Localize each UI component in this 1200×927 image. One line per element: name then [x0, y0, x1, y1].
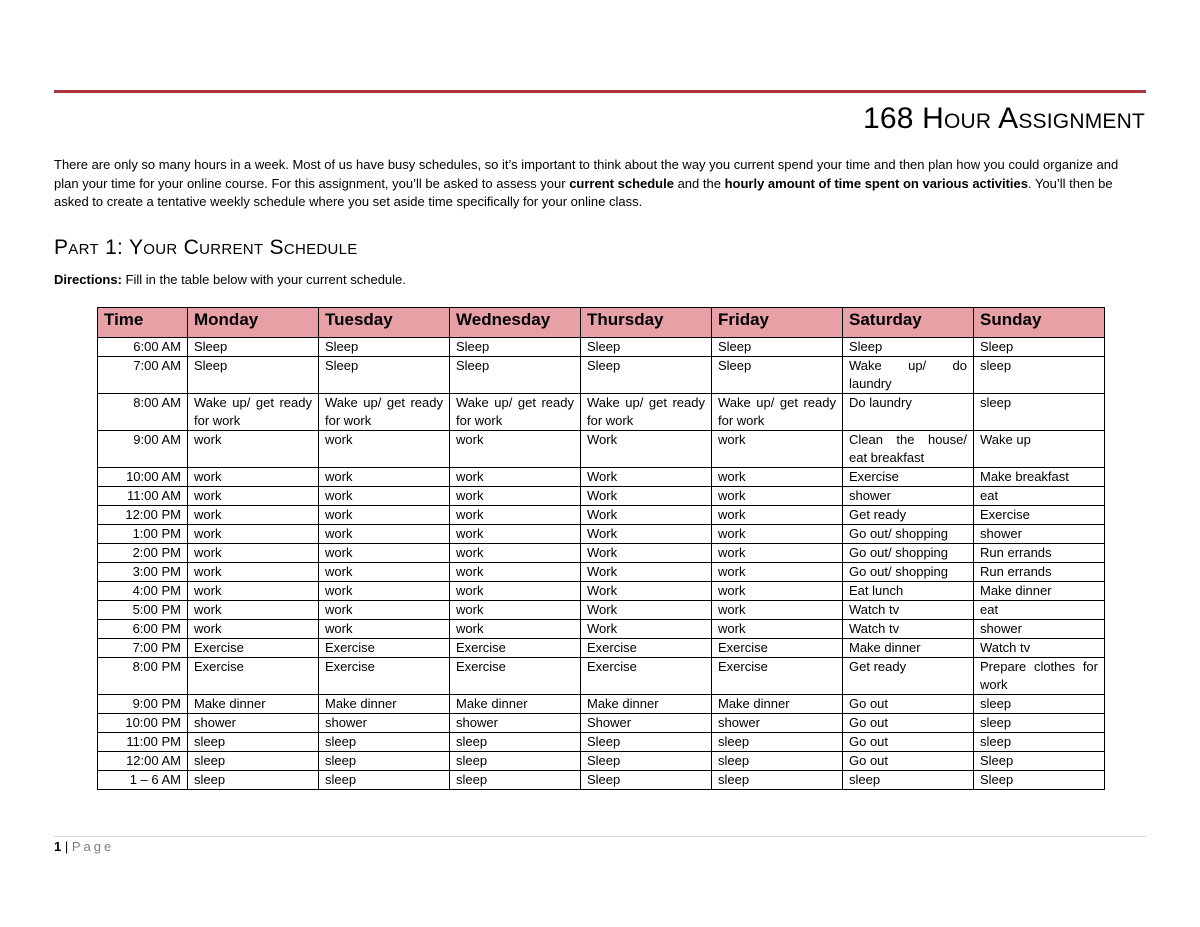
table-row — [98, 771, 1105, 790]
time-cell: 9:00 AM — [98, 431, 188, 468]
time-cell: 12:00 AM — [98, 752, 188, 771]
activity-cell: Sleep — [712, 357, 843, 394]
table-row — [98, 752, 1105, 771]
table-row — [98, 563, 1105, 582]
activity-cell: work — [319, 544, 450, 563]
activity-cell: sleep — [319, 733, 450, 752]
table-row — [98, 394, 1105, 431]
activity-cell: Make breakfast — [974, 468, 1105, 487]
activity-cell: Wake up/ get ready for work — [319, 394, 450, 431]
activity-cell: Exercise — [450, 639, 581, 658]
time-cell: 6:00 PM — [98, 620, 188, 639]
activity-cell: Prepare clothes for work — [974, 658, 1105, 695]
table-row — [98, 639, 1105, 658]
activity-cell: Go out/ shopping — [843, 525, 974, 544]
activity-cell: Sleep — [188, 338, 319, 357]
column-header-thursday: Thursday — [581, 308, 712, 338]
activity-cell: Exercise — [188, 658, 319, 695]
table-row — [98, 431, 1105, 468]
activity-cell: Work — [581, 563, 712, 582]
table-row — [98, 695, 1105, 714]
activity-cell: Exercise — [188, 639, 319, 658]
activity-cell: Work — [581, 468, 712, 487]
column-header-saturday: Saturday — [843, 308, 974, 338]
table-row — [98, 544, 1105, 563]
activity-cell: Exercise — [581, 658, 712, 695]
top-accent-rule — [54, 90, 1146, 93]
time-cell: 1:00 PM — [98, 525, 188, 544]
activity-cell: Wake up/ get ready for work — [581, 394, 712, 431]
activity-cell: eat — [974, 487, 1105, 506]
intro-text-2: and the — [673, 175, 725, 191]
table-row — [98, 714, 1105, 733]
activity-cell: Sleep — [450, 338, 581, 357]
intro-paragraph — [54, 156, 1134, 212]
activity-cell: work — [712, 468, 843, 487]
activity-cell: Sleep — [974, 771, 1105, 790]
activity-cell: work — [188, 525, 319, 544]
activity-cell: Make dinner — [581, 695, 712, 714]
activity-cell: Sleep — [188, 357, 319, 394]
activity-cell: Sleep — [581, 338, 712, 357]
activity-cell: Run errands — [974, 544, 1105, 563]
activity-cell: sleep — [974, 695, 1105, 714]
activity-cell: Go out — [843, 733, 974, 752]
activity-cell: Make dinner — [450, 695, 581, 714]
activity-cell: Sleep — [450, 357, 581, 394]
page-number: 1 — [54, 839, 62, 854]
table-row — [98, 506, 1105, 525]
time-cell: 10:00 AM — [98, 468, 188, 487]
activity-cell: work — [188, 563, 319, 582]
activity-cell: sleep — [188, 771, 319, 790]
table-row — [98, 525, 1105, 544]
activity-cell: work — [450, 620, 581, 639]
activity-cell: Work — [581, 431, 712, 468]
activity-cell: Exercise — [974, 506, 1105, 525]
table-row — [98, 582, 1105, 601]
time-cell: 6:00 AM — [98, 338, 188, 357]
table-header-row — [98, 308, 1105, 338]
schedule-table — [97, 307, 1105, 790]
activity-cell: Exercise — [450, 658, 581, 695]
activity-cell: Sleep — [712, 338, 843, 357]
activity-cell: sleep — [974, 714, 1105, 733]
activity-cell: Exercise — [712, 658, 843, 695]
activity-cell: work — [712, 620, 843, 639]
activity-cell: sleep — [188, 752, 319, 771]
time-cell: 2:00 PM — [98, 544, 188, 563]
time-cell: 7:00 AM — [98, 357, 188, 394]
activity-cell: work — [188, 487, 319, 506]
time-cell: 9:00 PM — [98, 695, 188, 714]
activity-cell: work — [188, 620, 319, 639]
intro-text-1: There are only so many hours in a week. Most of us have busy schedules, so it’s important to think about the way you current spend your time and then plan how you could organize and plan your time for your online course. For this assignment, you’ll be asked to assess your — [54, 157, 1119, 191]
activity-cell: Get ready — [843, 506, 974, 525]
activity-cell: Sleep — [974, 752, 1105, 771]
column-header-sunday: Sunday — [974, 308, 1105, 338]
activity-cell: work — [188, 544, 319, 563]
activity-cell: Wake up/ do laundry — [843, 357, 974, 394]
activity-cell: Wake up/ get ready for work — [450, 394, 581, 431]
activity-cell: work — [712, 544, 843, 563]
activity-cell: shower — [188, 714, 319, 733]
activity-cell: work — [188, 601, 319, 620]
activity-cell: Sleep — [843, 338, 974, 357]
activity-cell: Do laundry — [843, 394, 974, 431]
table-row — [98, 658, 1105, 695]
activity-cell: work — [319, 620, 450, 639]
page-footer — [54, 839, 114, 854]
activity-cell: shower — [843, 487, 974, 506]
activity-cell: Wake up/ get ready for work — [188, 394, 319, 431]
activity-cell: Sleep — [581, 733, 712, 752]
activity-cell: work — [712, 487, 843, 506]
activity-cell: sleep — [974, 357, 1105, 394]
activity-cell: work — [319, 487, 450, 506]
activity-cell: Watch tv — [843, 620, 974, 639]
activity-cell: sleep — [712, 771, 843, 790]
activity-cell: Work — [581, 506, 712, 525]
directions-text: Fill in the table below with your current schedule. — [121, 272, 406, 287]
activity-cell: work — [712, 525, 843, 544]
activity-cell: Sleep — [319, 338, 450, 357]
activity-cell: work — [319, 431, 450, 468]
document-title: 168 Hour Assignment — [862, 102, 1145, 135]
activity-cell: Go out/ shopping — [843, 544, 974, 563]
activity-cell: Wake up — [974, 431, 1105, 468]
activity-cell: work — [319, 468, 450, 487]
activity-cell: Watch tv — [974, 639, 1105, 658]
activity-cell: Exercise — [843, 468, 974, 487]
time-cell: 11:00 PM — [98, 733, 188, 752]
activity-cell: sleep — [188, 733, 319, 752]
time-cell: 3:00 PM — [98, 563, 188, 582]
activity-cell: Eat lunch — [843, 582, 974, 601]
activity-cell: work — [450, 468, 581, 487]
activity-cell: Exercise — [581, 639, 712, 658]
activity-cell: Exercise — [319, 639, 450, 658]
activity-cell: work — [188, 582, 319, 601]
intro-bold-hourly-amount: hourly amount of time spent on various activities — [724, 175, 1028, 191]
table-row — [98, 357, 1105, 394]
table-row — [98, 338, 1105, 357]
activity-cell: work — [319, 582, 450, 601]
activity-cell: work — [188, 468, 319, 487]
time-cell: 10:00 PM — [98, 714, 188, 733]
footer-separator: | — [61, 839, 72, 854]
activity-cell: work — [712, 431, 843, 468]
activity-cell: work — [319, 525, 450, 544]
time-cell: 7:00 PM — [98, 639, 188, 658]
page-label: Page — [71, 839, 115, 854]
activity-cell: sleep — [974, 394, 1105, 431]
activity-cell: work — [319, 506, 450, 525]
activity-cell: Get ready — [843, 658, 974, 695]
time-cell: 8:00 AM — [98, 394, 188, 431]
activity-cell: sleep — [712, 733, 843, 752]
activity-cell: Make dinner — [319, 695, 450, 714]
activity-cell: sleep — [450, 733, 581, 752]
activity-cell: Go out — [843, 695, 974, 714]
time-cell: 5:00 PM — [98, 601, 188, 620]
activity-cell: work — [712, 506, 843, 525]
activity-cell: Sleep — [319, 357, 450, 394]
activity-cell: Make dinner — [843, 639, 974, 658]
column-header-tuesday: Tuesday — [319, 308, 450, 338]
intro-bold-current-schedule: current schedule — [569, 175, 674, 191]
intro-text-3: . You’ll then be asked to create a tentative weekly schedule where you set aside time specifically for your online class. — [54, 175, 1113, 209]
table-row — [98, 468, 1105, 487]
time-cell: 4:00 PM — [98, 582, 188, 601]
table-row — [98, 601, 1105, 620]
activity-cell: Sleep — [581, 771, 712, 790]
activity-cell: work — [188, 431, 319, 468]
activity-cell: Work — [581, 620, 712, 639]
activity-cell: work — [450, 506, 581, 525]
activity-cell: work — [712, 601, 843, 620]
activity-cell: Exercise — [712, 639, 843, 658]
activity-cell: eat — [974, 601, 1105, 620]
activity-cell: sleep — [712, 752, 843, 771]
activity-cell: Watch tv — [843, 601, 974, 620]
table-row — [98, 487, 1105, 506]
activity-cell: shower — [974, 525, 1105, 544]
time-cell: 8:00 PM — [98, 658, 188, 695]
activity-cell: shower — [450, 714, 581, 733]
activity-cell: work — [319, 563, 450, 582]
activity-cell: Sleep — [581, 752, 712, 771]
activity-cell: work — [319, 601, 450, 620]
activity-cell: work — [450, 601, 581, 620]
table-row — [98, 620, 1105, 639]
activity-cell: Go out — [843, 714, 974, 733]
directions-line — [54, 272, 406, 287]
activity-cell: Sleep — [974, 338, 1105, 357]
activity-cell: Run errands — [974, 563, 1105, 582]
activity-cell: work — [450, 563, 581, 582]
column-header-time: Time — [98, 308, 188, 338]
table-row — [98, 733, 1105, 752]
column-header-wednesday: Wednesday — [450, 308, 581, 338]
activity-cell: work — [188, 506, 319, 525]
activity-cell: Go out — [843, 752, 974, 771]
activity-cell: Sleep — [581, 357, 712, 394]
activity-cell: Shower — [581, 714, 712, 733]
column-header-monday: Monday — [188, 308, 319, 338]
table-body — [98, 338, 1105, 790]
activity-cell: shower — [974, 620, 1105, 639]
activity-cell: shower — [319, 714, 450, 733]
activity-cell: sleep — [319, 771, 450, 790]
directions-label: Directions: — [54, 272, 122, 287]
activity-cell: Exercise — [319, 658, 450, 695]
activity-cell: Work — [581, 601, 712, 620]
activity-cell: Make dinner — [974, 582, 1105, 601]
activity-cell: work — [450, 525, 581, 544]
time-cell: 11:00 AM — [98, 487, 188, 506]
activity-cell: sleep — [450, 752, 581, 771]
activity-cell: work — [450, 544, 581, 563]
activity-cell: shower — [712, 714, 843, 733]
activity-cell: Make dinner — [712, 695, 843, 714]
activity-cell: Wake up/ get ready for work — [712, 394, 843, 431]
activity-cell: work — [712, 563, 843, 582]
activity-cell: work — [450, 582, 581, 601]
activity-cell: work — [450, 487, 581, 506]
column-header-friday: Friday — [712, 308, 843, 338]
time-cell: 1 – 6 AM — [98, 771, 188, 790]
activity-cell: work — [450, 431, 581, 468]
activity-cell: Work — [581, 582, 712, 601]
activity-cell: sleep — [319, 752, 450, 771]
activity-cell: Clean the house/ eat breakfast — [843, 431, 974, 468]
time-cell: 12:00 PM — [98, 506, 188, 525]
activity-cell: sleep — [843, 771, 974, 790]
activity-cell: Work — [581, 544, 712, 563]
part1-heading: Part 1: Your Current Schedule — [54, 236, 358, 259]
activity-cell: work — [712, 582, 843, 601]
footer-rule — [54, 836, 1146, 837]
activity-cell: sleep — [974, 733, 1105, 752]
activity-cell: sleep — [450, 771, 581, 790]
activity-cell: Go out/ shopping — [843, 563, 974, 582]
activity-cell: Make dinner — [188, 695, 319, 714]
activity-cell: Work — [581, 487, 712, 506]
activity-cell: Work — [581, 525, 712, 544]
